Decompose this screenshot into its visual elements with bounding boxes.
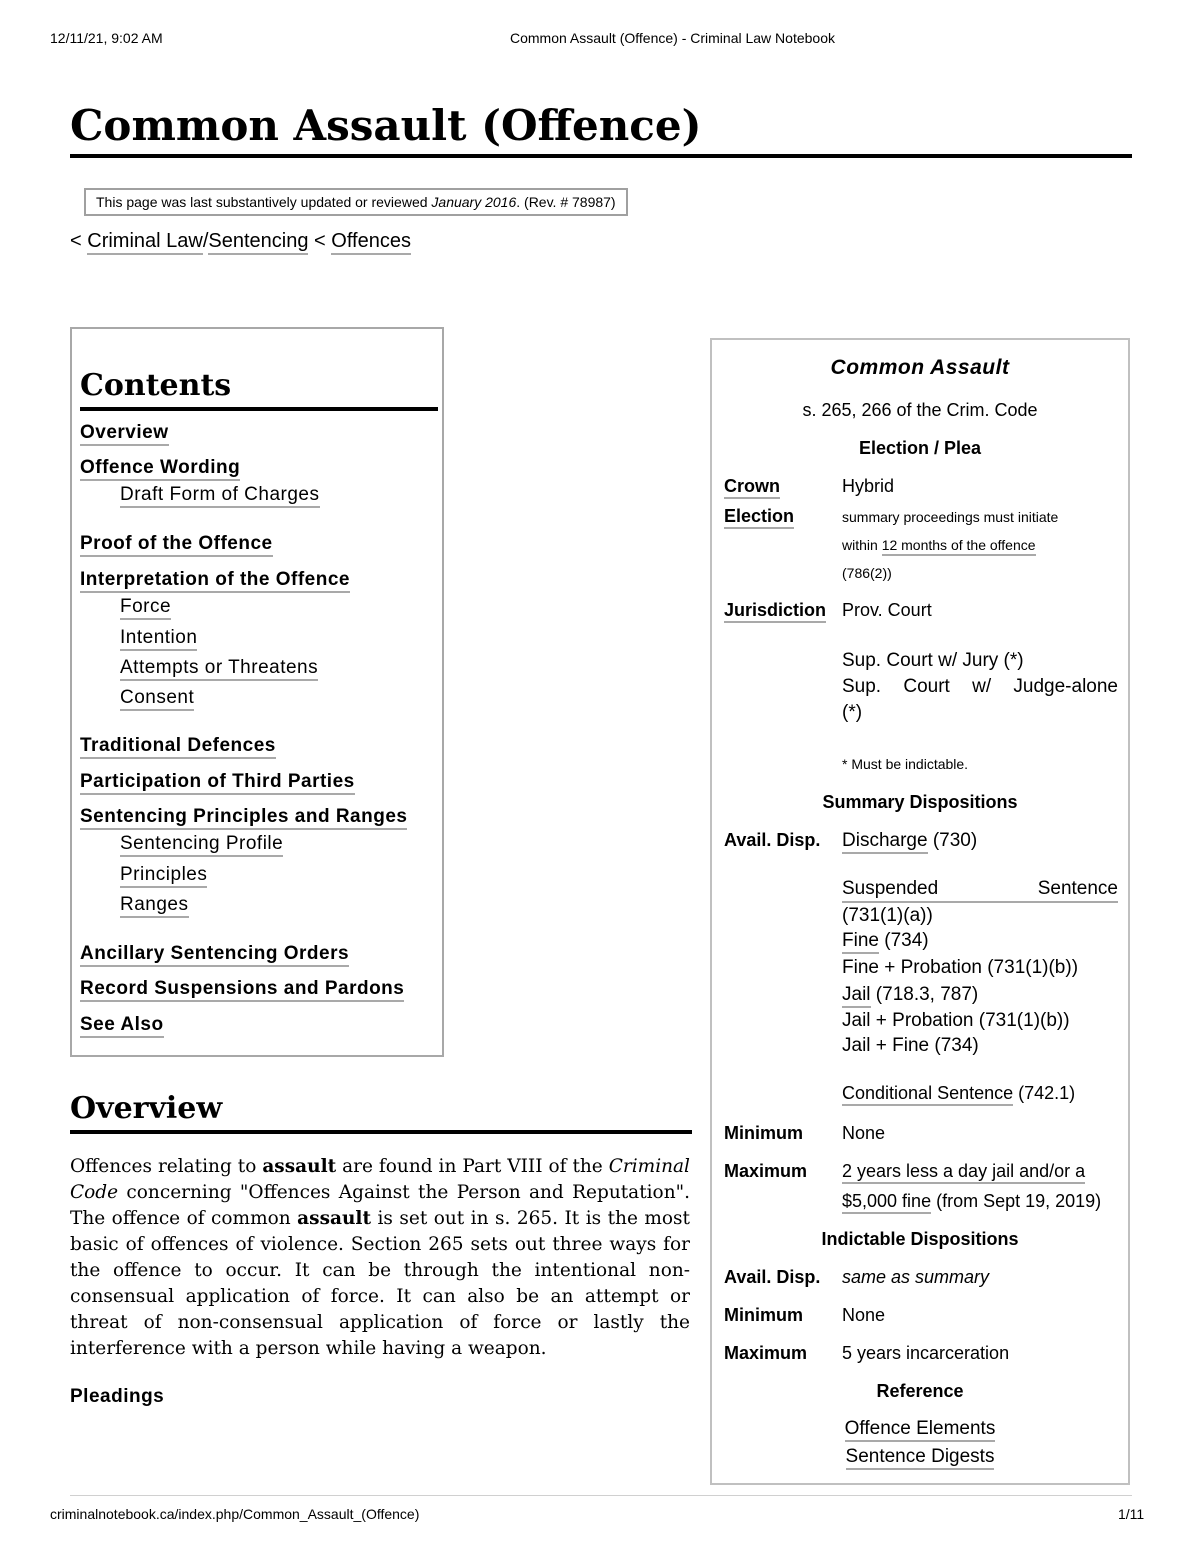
table-of-contents [70, 327, 444, 1057]
bold-term: assault [262, 1156, 337, 1177]
overview-heading: Overview [70, 1090, 692, 1134]
election-value-line1: summary proceedings must initiate [842, 509, 1059, 525]
limitation-link[interactable]: 12 months of the offence [882, 537, 1036, 556]
summary-minimum-label: Minimum [724, 1123, 803, 1143]
revision-date: January 2016 [431, 194, 517, 210]
discharge-link[interactable]: Discharge [842, 830, 928, 854]
breadcrumb-sep: < [70, 230, 88, 252]
footer-divider [70, 1495, 1132, 1496]
disp-discharge: Discharge (730) [842, 830, 977, 852]
print-doc-title: Common Assault (Offence) - Criminal Law Notebook [510, 30, 835, 46]
max-jail-link[interactable]: 2 years less a day jail and/or a [842, 1161, 1085, 1184]
toc-item-record-suspensions[interactable]: Record Suspensions and Pardons [80, 978, 404, 1000]
election-value-line2: within 12 months of the offence [842, 537, 1036, 553]
italic-term: Criminal Code [70, 1156, 690, 1203]
crown-label: Crown [724, 476, 780, 497]
jurisdiction-note: * Must be indictable. [842, 756, 969, 772]
toc-item-principles[interactable]: Principles [120, 864, 207, 886]
indictable-maximum-label: Maximum [724, 1343, 808, 1363]
toc-item-traditional-defences[interactable]: Traditional Defences [80, 735, 276, 757]
offence-elements-link[interactable]: Offence Elements [845, 1418, 996, 1442]
election-value-line3: (786(2)) [842, 565, 892, 581]
toc-item-offence-wording[interactable]: Offence Wording [80, 457, 240, 479]
toc-item-ancillary-orders[interactable]: Ancillary Sentencing Orders [80, 943, 349, 965]
indictable-minimum-label: Minimum [724, 1305, 803, 1325]
print-page-number: 1/11 [1118, 1506, 1145, 1522]
infobox-title: Common Assault [830, 356, 1010, 379]
infobox-section: s. 265, 266 of the Crim. Code [802, 400, 1038, 420]
avail-disp-label: Avail. Disp. [724, 830, 821, 850]
toc-item-see-also[interactable]: See Also [80, 1014, 164, 1036]
fine-link[interactable]: Fine [842, 930, 879, 954]
toc-item-intention[interactable]: Intention [120, 627, 197, 649]
revision-notice [84, 188, 628, 216]
toc-item-sentencing-principles[interactable]: Sentencing Principles and Ranges [80, 806, 407, 828]
disp-suspended-ref: (731(1)(a)) [842, 905, 933, 926]
reference-sentence-digests [712, 1446, 1128, 1468]
breadcrumb-sentencing-link[interactable]: Sentencing [208, 230, 308, 255]
reference-heading: Reference [876, 1381, 964, 1401]
toc-item-participation[interactable]: Participation of Third Parties [80, 771, 355, 793]
jurisdiction-sup-judge-mark: (*) [842, 702, 863, 723]
toc-item-ranges[interactable]: Ranges [120, 894, 189, 916]
jurisdiction-sup-jury: Sup. Court w/ Jury (*) [842, 650, 1024, 671]
toc-item-consent[interactable]: Consent [120, 687, 194, 709]
disp-jail-fine: Jail + Fine (734) [842, 1035, 979, 1056]
print-url: criminalnotebook.ca/index.php/Common_Assault_(Offence) [50, 1506, 420, 1522]
breadcrumb-criminal-law-link[interactable]: Criminal Law [87, 230, 203, 255]
print-datetime: 12/11/21, 9:02 AM [50, 30, 163, 46]
election-label: Election [724, 506, 794, 527]
breadcrumb-sep: < [308, 230, 332, 252]
breadcrumb-offences-link[interactable]: Offences [331, 230, 411, 255]
disp-fine: Fine (734) [842, 930, 929, 952]
indictable-avail-label: Avail. Disp. [724, 1267, 821, 1287]
conditional-sentence-link[interactable]: Conditional Sentence [842, 1083, 1013, 1106]
toc-item-sentencing-profile[interactable]: Sentencing Profile [120, 833, 283, 855]
summary-heading: Summary Dispositions [822, 792, 1018, 812]
jurisdiction-label: Jurisdiction [724, 600, 826, 621]
max-fine-link[interactable]: $5,000 fine [842, 1191, 931, 1214]
disp-conditional-sentence: Conditional Sentence (742.1) [842, 1083, 1075, 1104]
indictable-maximum-value: 5 years incarceration [842, 1343, 1010, 1363]
crown-value: Hybrid [842, 476, 895, 496]
toc-item-attempts-or-threatens[interactable]: Attempts or Threatens [120, 657, 318, 679]
disp-jail: Jail (718.3, 787) [842, 984, 978, 1006]
breadcrumb-slash: / [202, 230, 209, 252]
summary-minimum-value: None [842, 1123, 886, 1143]
disp-fine-probation: Fine + Probation (731(1)(b)) [842, 957, 1079, 978]
reference-offence-elements [712, 1418, 1128, 1440]
breadcrumb [70, 230, 411, 253]
toc-title: Contents [80, 367, 438, 411]
overview-paragraph: Offences relating to assault are found in Part VIII of the Criminal Code concerning "Offences Against the Person and Reputation". The offence of common assault is set out in s. 265. It is the most basic of offences of violence. Section 265 sets out three ways for the offence to occur. It can be through the intentional non-consensual application of force. It can also be an attempt or threat of non-consensual application of force or lastly the interference with a person while having a weapon. [70, 1156, 690, 1359]
summary-maximum-line1 [842, 1161, 1085, 1182]
summary-maximum-line2: $5,000 fine (from Sept 19, 2019) [842, 1191, 1101, 1212]
toc-item-draft-form-of-charges[interactable]: Draft Form of Charges [120, 484, 320, 506]
indictable-minimum-value: None [842, 1305, 886, 1325]
toc-item-interpretation[interactable]: Interpretation of the Offence [80, 569, 350, 591]
revision-suffix: . (Rev. # 78987) [516, 194, 616, 210]
toc-item-overview[interactable]: Overview [80, 422, 169, 444]
disp-suspended-sentence[interactable]: Suspended Sentence [842, 878, 1118, 903]
disp-jail-probation: Jail + Probation (731(1)(b)) [842, 1010, 1070, 1031]
bold-term: assault [297, 1208, 372, 1229]
pleadings-heading: Pleadings [70, 1386, 165, 1407]
page-title: Common Assault (Offence) [70, 100, 1132, 158]
indictable-avail-value: same as summary [842, 1267, 990, 1287]
revision-prefix: This page was last substantively updated or reviewed [96, 194, 432, 210]
jurisdiction-prov-court: Prov. Court [842, 600, 932, 620]
offence-infobox [710, 338, 1130, 1485]
toc-item-proof-of-the-offence[interactable]: Proof of the Offence [80, 533, 273, 555]
indictable-heading: Indictable Dispositions [821, 1229, 1019, 1249]
sentence-digests-link[interactable]: Sentence Digests [846, 1446, 995, 1470]
election-heading: Election / Plea [858, 438, 982, 458]
summary-maximum-label: Maximum [724, 1161, 808, 1181]
toc-item-force[interactable]: Force [120, 596, 171, 618]
jail-link[interactable]: Jail [842, 984, 871, 1008]
jurisdiction-sup-judge: Sup. Court w/ Judge-alone [842, 676, 1118, 697]
